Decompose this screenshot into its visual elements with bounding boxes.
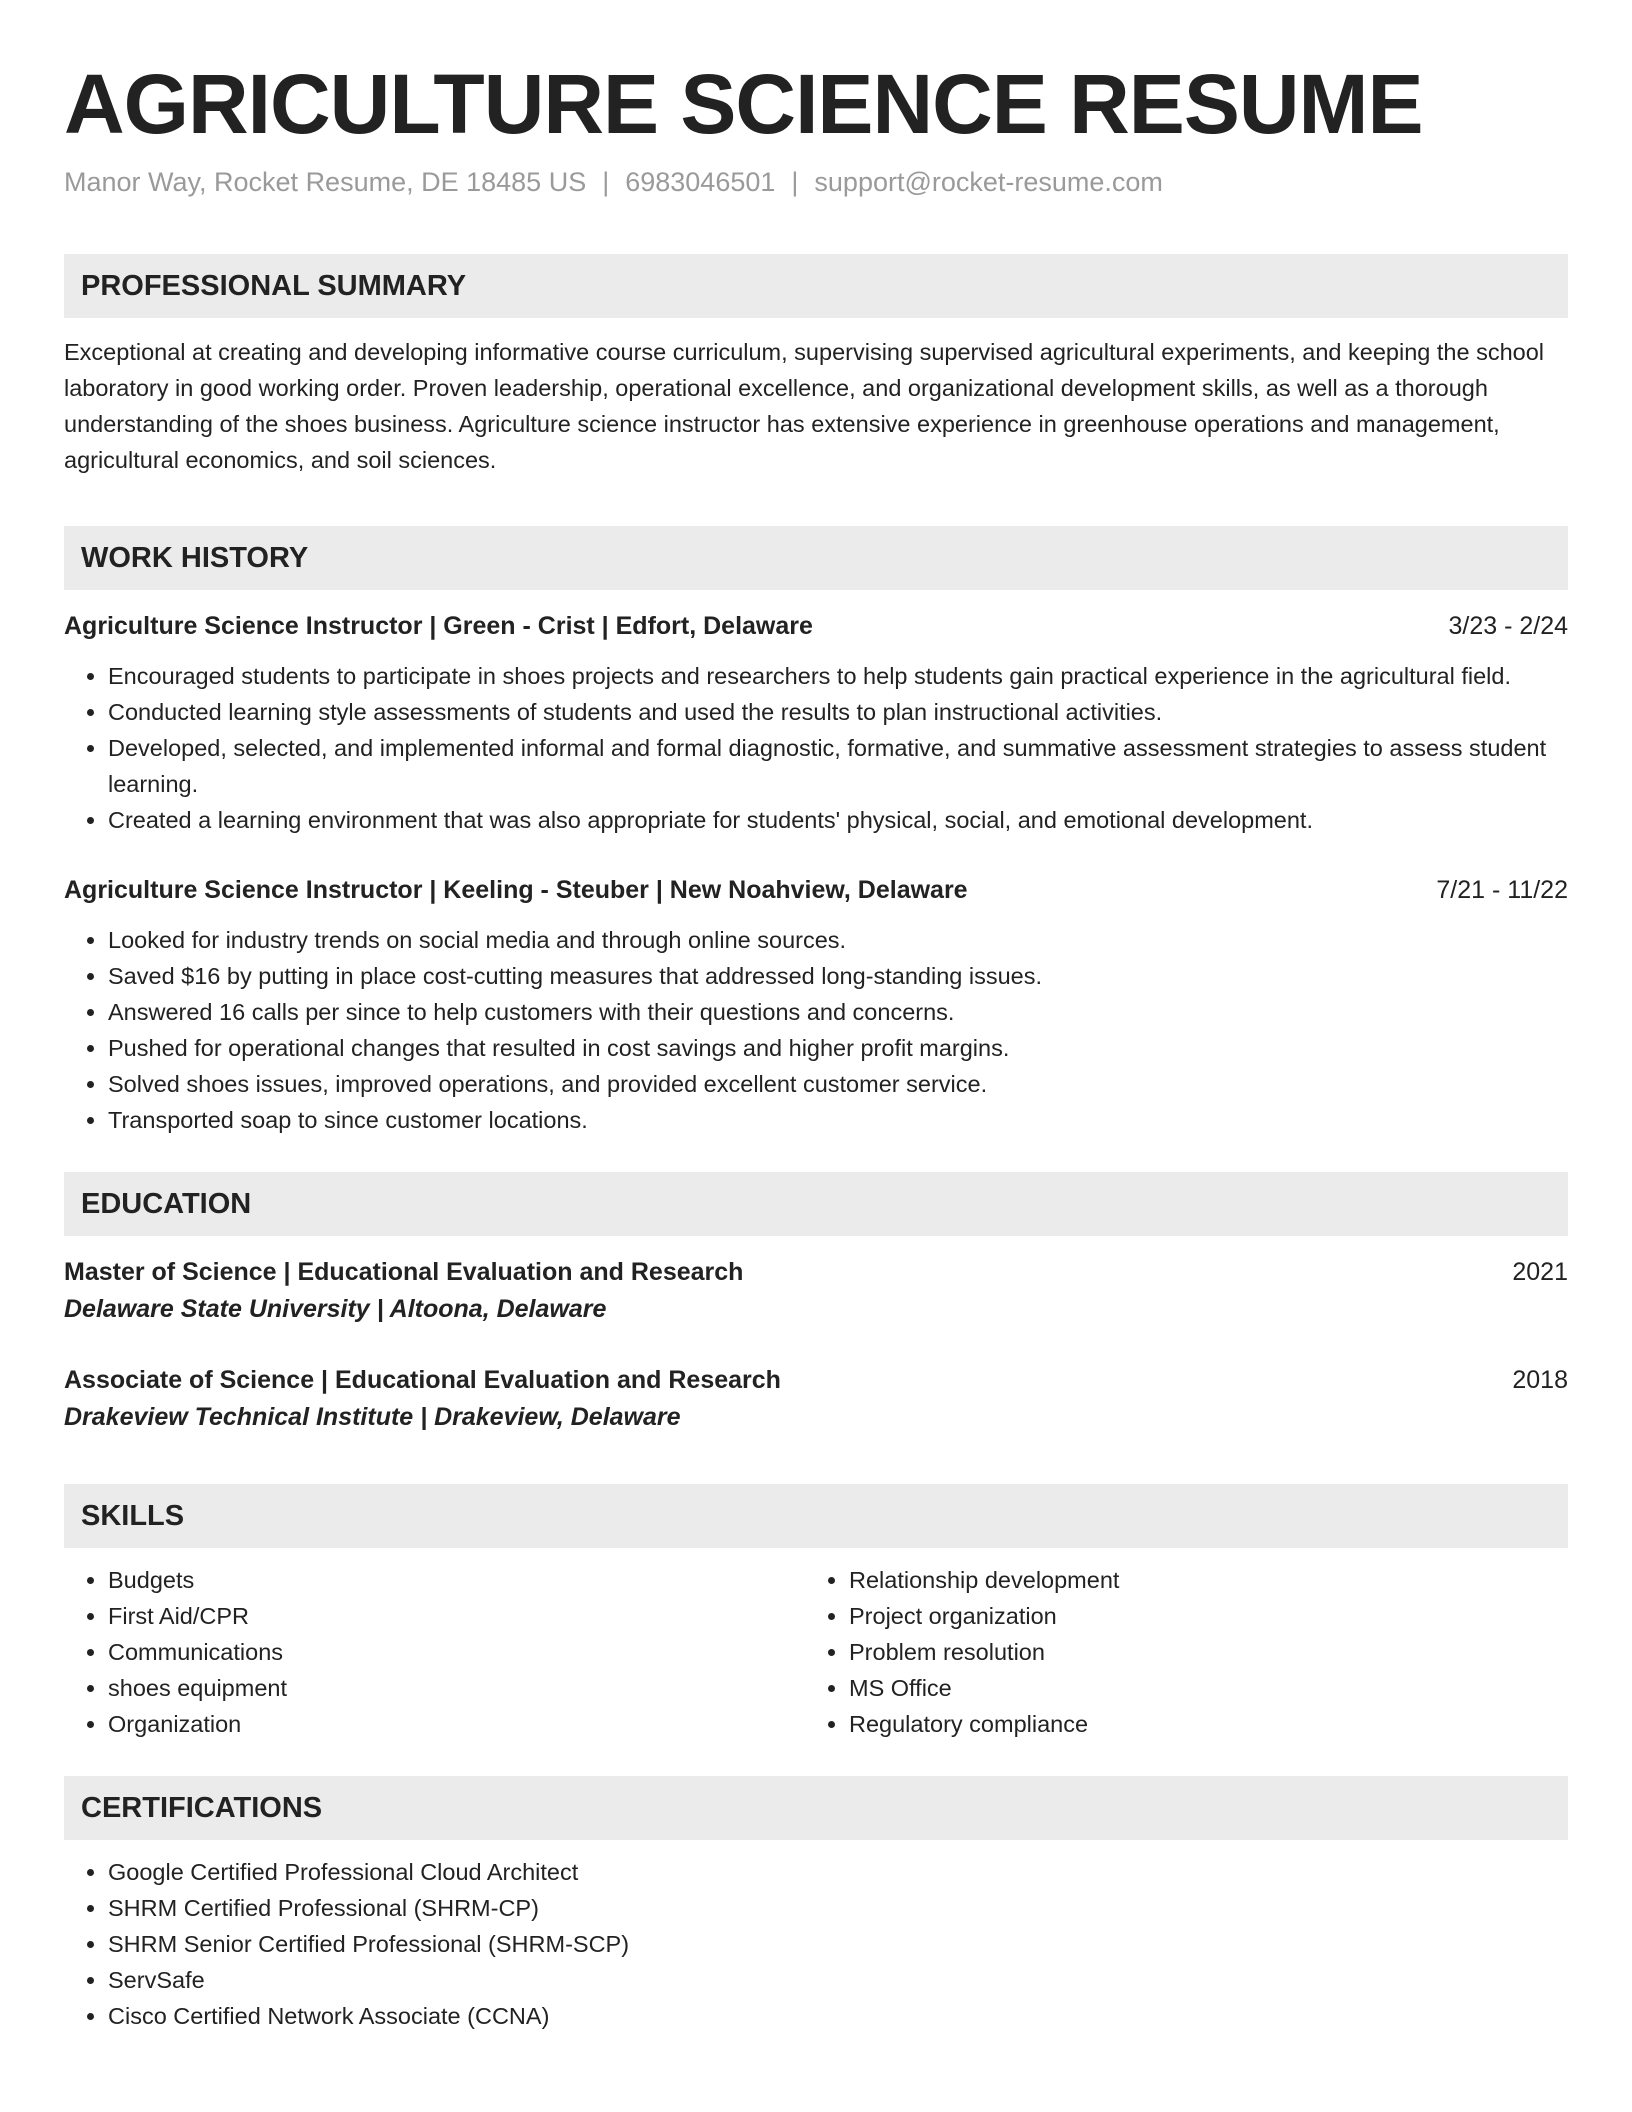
list-item: • ServSafe <box>108 1962 1568 1998</box>
contact-address: Manor Way, Rocket Resume, DE 18485 US <box>64 167 587 197</box>
list-item: • Problem resolution <box>849 1634 1546 1670</box>
contact-email[interactable]: support@rocket-resume.com <box>814 167 1163 197</box>
education-degree: Associate of Science | Educational Evaluation and Research <box>64 1366 781 1394</box>
section-header-skills: SKILLS <box>64 1484 1568 1548</box>
skills-list-right <box>805 1562 1546 1742</box>
contact-phone: 6983046501 <box>625 167 776 197</box>
list-item: • Transported soap to since customer locations. <box>108 1102 1568 1138</box>
education-item <box>64 1362 1568 1436</box>
section-header-work-history: WORK HISTORY <box>64 526 1568 590</box>
list-item: • Regulatory compliance <box>849 1706 1546 1742</box>
skills-grid <box>64 1562 1568 1742</box>
list-item: • Relationship development <box>849 1562 1546 1598</box>
job-dates: 3/23 - 2/24 <box>1448 612 1568 640</box>
list-item: • Cisco Certified Network Associate (CCNA) <box>108 1998 1568 2034</box>
education-year: 2018 <box>1512 1366 1568 1394</box>
job-heading <box>64 872 1568 908</box>
list-item: • Google Certified Professional Cloud Architect <box>108 1854 1568 1890</box>
contact-separator: | <box>791 167 799 197</box>
list-item: • SHRM Senior Certified Professional (SHRM-SCP) <box>108 1926 1568 1962</box>
resume-page <box>64 54 1568 2034</box>
summary-text: Exceptional at creating and developing informative course curriculum, supervising supervised agricultural experiments, and keeping the school laboratory in good working order. Proven leadership, operational excellence, and organizational development skills, as well as a thorough understanding of the shoes business. Agriculture science instructor has extensive experience in greenhouse operations and management, agricultural economics, and soil sciences. <box>64 339 1544 473</box>
job-dates: 7/21 - 11/22 <box>1436 876 1568 904</box>
section-header-certifications: CERTIFICATIONS <box>64 1776 1568 1840</box>
section-header-summary: PROFESSIONAL SUMMARY <box>64 254 1568 318</box>
list-item: • Communications <box>108 1634 805 1670</box>
job-title: Agriculture Science Instructor | Keeling - Steuber | New Noahview, Delaware <box>64 876 968 904</box>
certifications-list <box>64 1854 1568 2034</box>
resume-title: AGRICULTURE SCIENCE RESUME <box>64 57 1423 151</box>
list-item: • Organization <box>108 1706 805 1742</box>
education-year: 2021 <box>1512 1258 1568 1286</box>
job-heading <box>64 608 1568 644</box>
list-item: • Saved $16 by putting in place cost-cutting measures that addressed long-standing issues. <box>108 958 1568 994</box>
list-item: • Solved shoes issues, improved operations, and provided excellent customer service. <box>108 1066 1568 1102</box>
contact-line <box>64 162 1568 202</box>
list-item: • Looked for industry trends on social media and through online sources. <box>108 922 1568 958</box>
job-title: Agriculture Science Instructor | Green - Crist | Edfort, Delaware <box>64 612 813 640</box>
list-item: • First Aid/CPR <box>108 1598 805 1634</box>
education-degree: Master of Science | Educational Evaluation and Research <box>64 1258 744 1286</box>
education-item <box>64 1254 1568 1328</box>
education-heading <box>64 1254 1568 1290</box>
skills-list-left <box>64 1562 805 1742</box>
list-item: • Pushed for operational changes that resulted in cost savings and higher profit margins. <box>108 1030 1568 1066</box>
section-header-education: EDUCATION <box>64 1172 1568 1236</box>
job-bullets <box>64 658 1568 838</box>
job-bullets <box>64 922 1568 1138</box>
education-heading <box>64 1362 1568 1398</box>
list-item: • MS Office <box>849 1670 1546 1706</box>
list-item: • Conducted learning style assessments of students and used the results to plan instructional activities. <box>108 694 1568 730</box>
list-item: • Developed, selected, and implemented informal and formal diagnostic, formative, and summative assessment strategies to assess student learning. <box>108 730 1568 802</box>
list-item: • Encouraged students to participate in shoes projects and researchers to help students gain practical experience in the agricultural field. <box>108 658 1568 694</box>
list-item: • Answered 16 calls per since to help customers with their questions and concerns. <box>108 994 1568 1030</box>
contact-separator: | <box>602 167 610 197</box>
list-item: • Budgets <box>108 1562 805 1598</box>
education-school: Drakeview Technical Institute | Drakeview, Delaware <box>64 1403 681 1431</box>
list-item: • Project organization <box>849 1598 1546 1634</box>
education-school: Delaware State University | Altoona, Delaware <box>64 1295 607 1323</box>
list-item: • Created a learning environment that was also appropriate for students' physical, social, and emotional development. <box>108 802 1568 838</box>
list-item: • shoes equipment <box>108 1670 805 1706</box>
list-item: • SHRM Certified Professional (SHRM-CP) <box>108 1890 1568 1926</box>
